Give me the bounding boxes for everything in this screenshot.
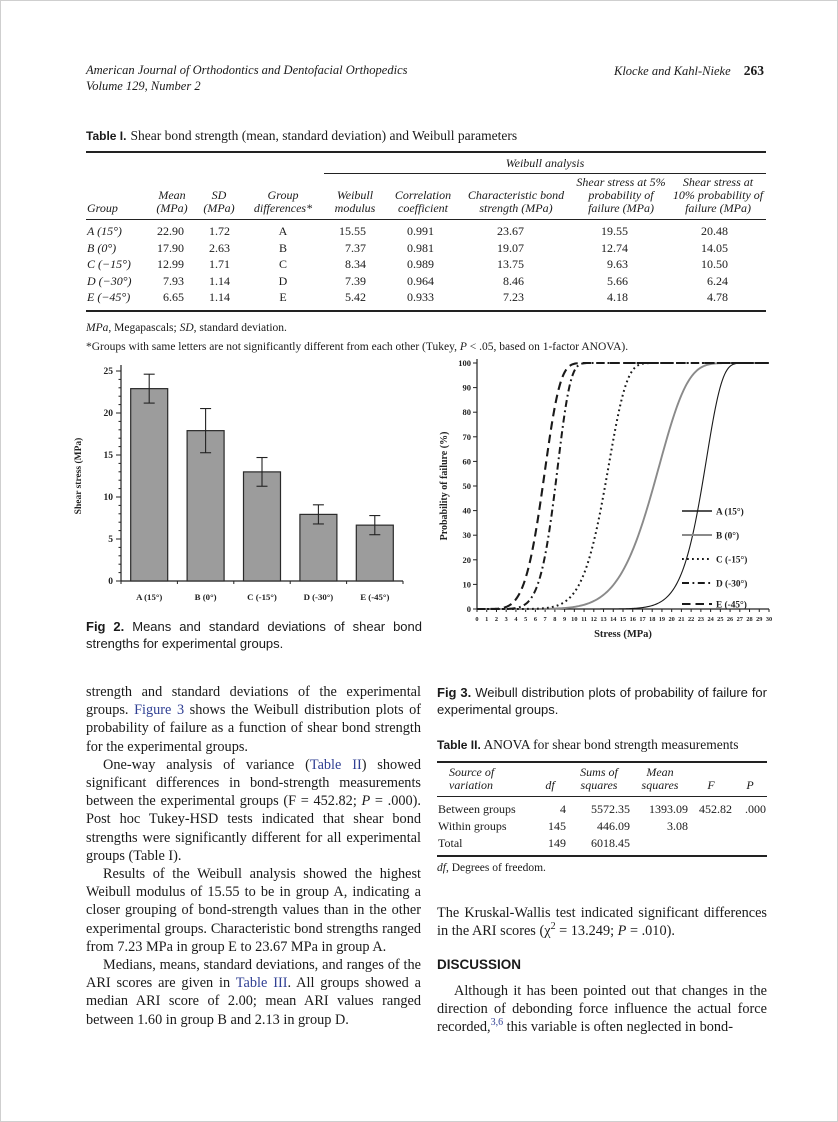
paragraph (86, 756, 421, 865)
ref-table-2[interactable]: Table II (309, 756, 362, 773)
svg-text:10: 10 (571, 616, 578, 623)
svg-text:C (-15°): C (-15°) (247, 592, 277, 602)
svg-text:14: 14 (610, 616, 617, 623)
svg-text:12: 12 (590, 616, 597, 623)
paragraph (86, 683, 421, 756)
svg-text:24: 24 (707, 616, 714, 623)
paragraph (86, 956, 421, 1029)
table-1-label: Table I. (86, 129, 127, 143)
discussion-paragraph (437, 982, 767, 1037)
svg-text:29: 29 (756, 616, 763, 623)
svg-text:A (15°): A (15°) (136, 592, 163, 602)
svg-text:Probability of failure (%): Probability of failure (%) (439, 431, 450, 541)
svg-text:18: 18 (649, 616, 656, 623)
col-mean: Mean (MPa) (148, 174, 196, 220)
col-correlation: Correlation coefficient (386, 174, 460, 220)
svg-text:22: 22 (687, 616, 695, 623)
svg-text:40: 40 (462, 505, 471, 516)
svg-text:11: 11 (581, 616, 588, 623)
table-2-title: Table II. ANOVA for shear bond strength measurements (437, 737, 739, 752)
col-weibull-modulus: Weibull modulus (324, 174, 386, 220)
table-1-title: Table I. Shear bond strength (mean, standard deviation) and Weibull parameters (86, 128, 518, 143)
col-sd: SD (MPa) (196, 174, 242, 220)
table-2-section (437, 737, 767, 874)
svg-text:A (15°): A (15°) (716, 507, 744, 518)
svg-text:15: 15 (103, 451, 113, 462)
table-2-label: Table II. (437, 738, 481, 752)
text-segment: , Megapascals; (108, 322, 180, 334)
table-row: C (−15°) 12.99 1.71 C 8.34 0.989 13.75 9.63 10.50 (87, 257, 728, 271)
svg-text:10: 10 (462, 579, 471, 590)
svg-text:Shear stress (MPa): Shear stress (MPa) (74, 437, 84, 515)
col-char-strength: Characteristic bond strength (MPa) (460, 174, 572, 220)
svg-text:1: 1 (485, 616, 489, 623)
svg-text:25: 25 (717, 616, 724, 623)
svg-text:19: 19 (658, 616, 666, 623)
journal-volume: Volume 129, Number 2 (86, 78, 201, 93)
fig3-weibull-chart (435, 353, 775, 669)
text-segment: The Kruskal-Wallis test indicated significant differences in the ARI scores (χ (437, 905, 767, 940)
svg-text:16: 16 (629, 616, 636, 623)
kruskal-paragraph (437, 904, 767, 940)
text-segment: , standard deviation. (193, 322, 287, 334)
text-segment: One-way analysis of variance ( (103, 756, 310, 773)
paragraph (86, 865, 421, 956)
ref-citations-3-6[interactable]: 3,6 (490, 1017, 504, 1029)
svg-text:80: 80 (462, 407, 471, 418)
svg-text:E (-45°): E (-45°) (360, 592, 390, 602)
table-row: Between groups 4 5572.35 1393.09 452.82 .000 (438, 801, 766, 816)
text-segment: this variable is often neglected in bond- (503, 1019, 733, 1036)
table-row: B (0°) 17.90 2.63 B 7.37 0.981 19.07 12.74 14.05 (87, 240, 728, 255)
svg-text:28: 28 (746, 616, 753, 623)
col-group: Group (86, 174, 148, 220)
svg-text:15: 15 (619, 616, 627, 623)
fig2-bar-chart (69, 357, 421, 615)
col-differences: Group differences* (242, 174, 324, 220)
svg-text:D (-30°): D (-30°) (303, 592, 334, 602)
svg-text:60: 60 (462, 456, 471, 467)
discussion-heading: DISCUSSION (437, 957, 522, 972)
svg-text:30: 30 (765, 616, 773, 623)
text-segment: P (459, 341, 467, 353)
svg-text:21: 21 (678, 616, 685, 623)
svg-text:D (-30°): D (-30°) (716, 579, 748, 590)
svg-text:B (0°): B (0°) (194, 592, 217, 602)
svg-text:20: 20 (462, 554, 471, 565)
svg-text:17: 17 (639, 616, 646, 623)
svg-text:5: 5 (108, 535, 113, 546)
text-segment: MPa (86, 322, 109, 334)
ref-table-3[interactable]: Table III (235, 975, 288, 992)
table-row: Total 149 6018.45 (438, 835, 630, 850)
text-segment: , Degrees of freedom. (445, 861, 546, 874)
svg-text:26: 26 (726, 616, 734, 623)
table-row: A (15°) 22.90 1.72 A 15.55 0.991 23.67 19.55 20.48 (87, 224, 728, 238)
svg-text:8: 8 (553, 616, 557, 623)
col-stress-5: Shear stress at 5% probability of failure (MPa) (572, 174, 670, 220)
svg-text:0: 0 (475, 616, 479, 623)
table-1-section (86, 127, 766, 312)
svg-text:7: 7 (543, 616, 547, 623)
svg-text:E (-45°): E (-45°) (716, 600, 747, 611)
svg-text:9: 9 (563, 616, 567, 623)
running-head (614, 63, 764, 79)
svg-text:C (-15°): C (-15°) (716, 555, 748, 566)
authors: Klocke and Kahl-Nieke (613, 64, 731, 78)
svg-text:70: 70 (462, 431, 471, 442)
svg-text:10: 10 (103, 493, 113, 504)
text-segment: = .010). (626, 923, 675, 940)
svg-text:30: 30 (462, 530, 471, 541)
svg-text:B (0°): B (0°) (716, 531, 740, 542)
text-segment: P (361, 793, 371, 810)
table-1 (86, 151, 766, 312)
svg-text:23: 23 (697, 616, 705, 623)
svg-text:20: 20 (103, 409, 113, 420)
ref-figure-3[interactable]: Figure 3 (134, 702, 185, 719)
table-1-footnote-1 (86, 321, 766, 336)
col-df: df (533, 762, 567, 797)
text-segment: Results of the Weibull analysis showed the highest Weibull modulus of 15.55 to be in group A, indicating a closer grouping of bond-strength values than in the other experimental groups. Characteristic bond strengths ranged from 7.23 MPa in group E to 23.67 MPa in group A. (86, 866, 421, 955)
text-segment: ) showed significant differences in bond-strength measurements between the experimental groups (F = 452.82; (86, 756, 421, 810)
table-1-footnotes (86, 317, 766, 355)
fig3-caption: Fig 3. Weibull distribution plots of probability of failure for experimental groups. (437, 685, 767, 717)
text-segment: = 13.249; (555, 923, 618, 940)
table-row: Within groups 145 446.09 3.08 (438, 818, 688, 833)
left-column-text (86, 683, 421, 1029)
text-segment: 2 (550, 921, 556, 933)
fig2-caption: Fig 2. Means and standard deviations of shear bond strengths for experimental groups. (86, 619, 422, 651)
table-row: D (−30°) 7.93 1.14 D 7.39 0.964 8.46 5.66 6.24 (87, 273, 728, 288)
text-segment: Medians, means, standard deviations, and ranges of the ARI scores are given in (86, 957, 421, 992)
text-segment: *Groups with same letters are not significantly different from each other (Tukey, (86, 341, 460, 353)
table-1-span-header: Weibull analysis (324, 152, 766, 174)
svg-text:4: 4 (514, 616, 518, 623)
svg-text:100: 100 (458, 358, 471, 368)
svg-text:2: 2 (494, 616, 499, 623)
text-segment: strength and standard deviations of the experimental groups. (86, 684, 421, 719)
svg-text:Stress (MPa): Stress (MPa) (594, 629, 652, 640)
svg-text:50: 50 (462, 481, 471, 491)
svg-text:0: 0 (466, 604, 471, 614)
table-2-footnote (437, 862, 767, 874)
text-segment: = .000). Post hoc Tukey-HSD tests indicated that shear bond strengths were significantly different for all experimental groups (Table I). (86, 793, 421, 864)
svg-text:20: 20 (668, 616, 675, 623)
svg-text:3: 3 (504, 616, 508, 623)
svg-text:0: 0 (108, 577, 113, 588)
journal-header (86, 63, 546, 94)
table-row: E (−45°) 6.65 1.14 E 5.42 0.933 7.23 4.18 4.78 (87, 290, 728, 304)
svg-text:25: 25 (103, 367, 113, 378)
col-stress-10: Shear stress at 10% probability of failure (MPa) (670, 174, 766, 220)
text-segment: P (617, 923, 627, 940)
svg-text:90: 90 (462, 382, 471, 393)
svg-text:27: 27 (736, 616, 743, 623)
text-segment: shows the Weibull distribution plots of probability of failure as a function of shear bond strength for the experimental groups. (86, 702, 421, 755)
fig3-label: Fig 3. (437, 685, 472, 700)
fig2-label: Fig 2. (86, 619, 125, 634)
col-sums: Sums of squares (567, 762, 631, 797)
svg-text:13: 13 (600, 616, 607, 623)
text-segment: Although it has been pointed out that changes in the direction of debonding force influence the actual force recorded, (437, 983, 767, 1036)
col-source: Source of variation (437, 762, 533, 797)
svg-text:6: 6 (533, 616, 537, 623)
text-segment: . All groups showed a median ARI score of 2.00; mean ARI values ranged between 1.60 in group B and 2.13 in group D. (86, 975, 421, 1028)
page-number: 263 (743, 63, 764, 78)
journal-title: American Journal of Orthodontics and Dentofacial Orthopedics (86, 63, 408, 77)
text-segment: SD (179, 322, 194, 334)
text-segment: < .05, based on 1-factor ANOVA). (466, 341, 629, 353)
svg-text:5: 5 (524, 616, 528, 623)
col-f: F (689, 762, 733, 797)
col-mean-squares: Mean squares (631, 762, 689, 797)
table-2 (437, 761, 767, 857)
col-p: P (733, 762, 767, 797)
text-segment: df (437, 861, 446, 874)
